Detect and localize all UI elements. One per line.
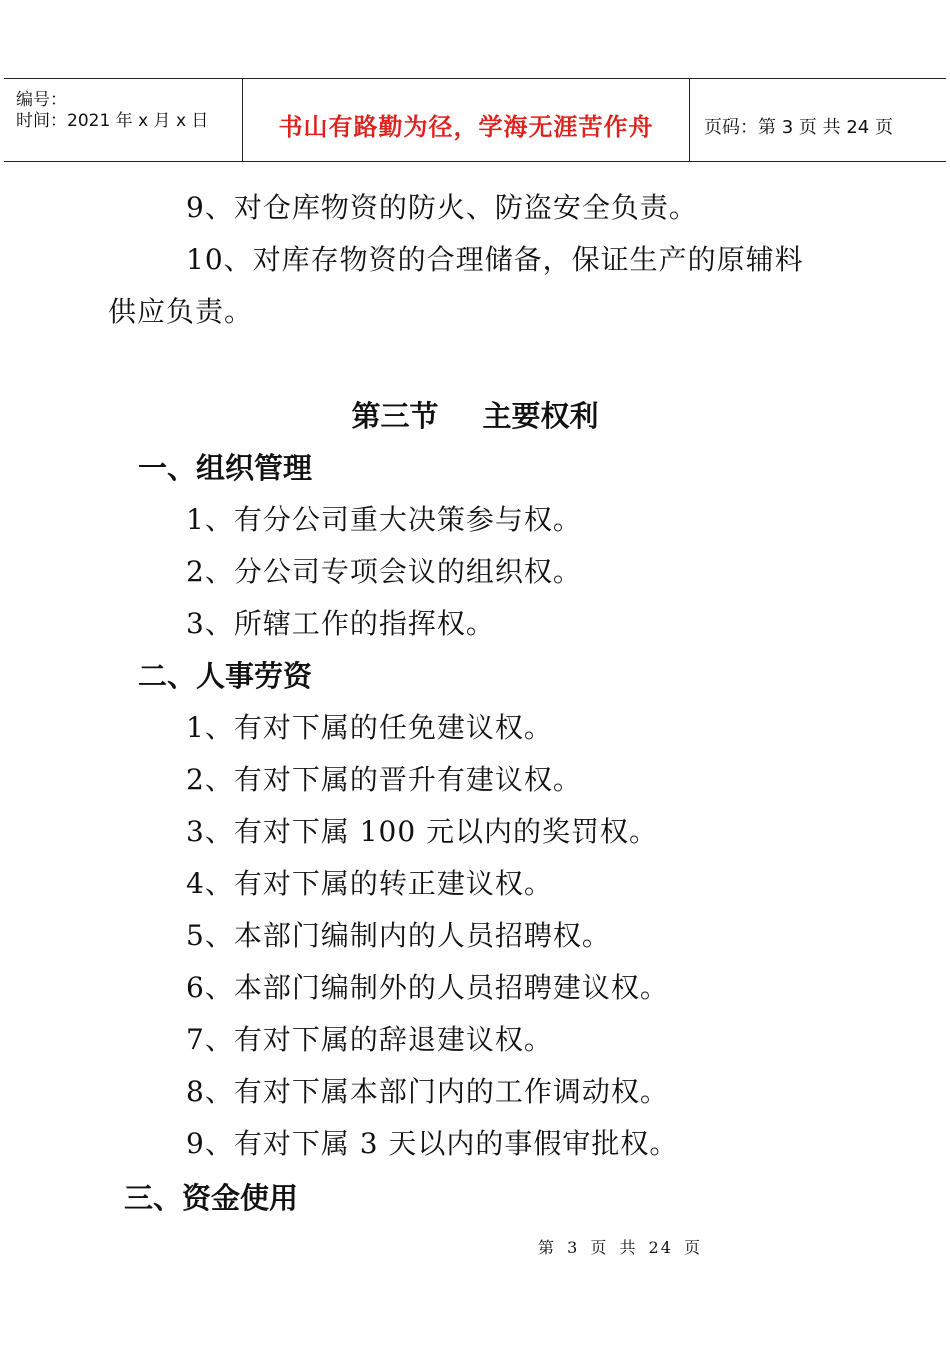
duty-line-9: 9、对仓库物资的防火、防盗安全负责。 [186,191,698,224]
list-item: 4、有对下属的转正建议权。 [186,867,553,900]
section-title [0,399,950,433]
list-item: 8、有对下属本部门内的工作调动权。 [186,1075,669,1108]
heading-fund-use: 三、资金使用 [124,1181,299,1215]
duty-line-10: 10、对库存物资的合理储备，保证生产的原辅料 [186,243,804,276]
header-page-info: 页码：第 3 页 共 24 页 [704,117,893,138]
list-item: 6、本部门编制外的人员招聘建议权。 [186,971,669,1004]
list-item: 9、有对下属 3 天以内的事假审批权。 [186,1127,679,1160]
list-item: 1、有对下属的任免建议权。 [186,711,553,744]
list-item: 2、有对下属的晋升有建议权。 [186,763,582,796]
header-page-cell [690,79,946,161]
page-footer: 第 3 页 共 24 页 [538,1238,702,1257]
list-item: 3、所辖工作的指挥权。 [186,607,495,640]
header-motto-cell [242,79,690,161]
header-meta-cell [4,79,242,161]
time-label: 时间：2021 年 x 月 x 日 [16,111,209,131]
number-label: 编号： [16,90,67,110]
list-item: 3、有对下属 100 元以内的奖罚权。 [186,815,659,848]
list-item: 2、分公司专项会议的组织权。 [186,555,582,588]
heading-hr: 二、人事劳资 [138,659,313,693]
list-item: 1、有分公司重大决策参与权。 [186,503,582,536]
section-number: 第三节 [351,399,439,433]
page-header [4,78,946,162]
motto-text: 书山有路勤为径，学海无涯苦作舟 [278,113,654,141]
section-name: 主要权利 [482,399,599,433]
list-item: 5、本部门编制内的人员招聘权。 [186,919,611,952]
heading-org-management: 一、组织管理 [138,451,313,485]
duty-line-10-continued: 供应负责。 [108,295,254,328]
list-item: 7、有对下属的辞退建议权。 [186,1023,553,1056]
